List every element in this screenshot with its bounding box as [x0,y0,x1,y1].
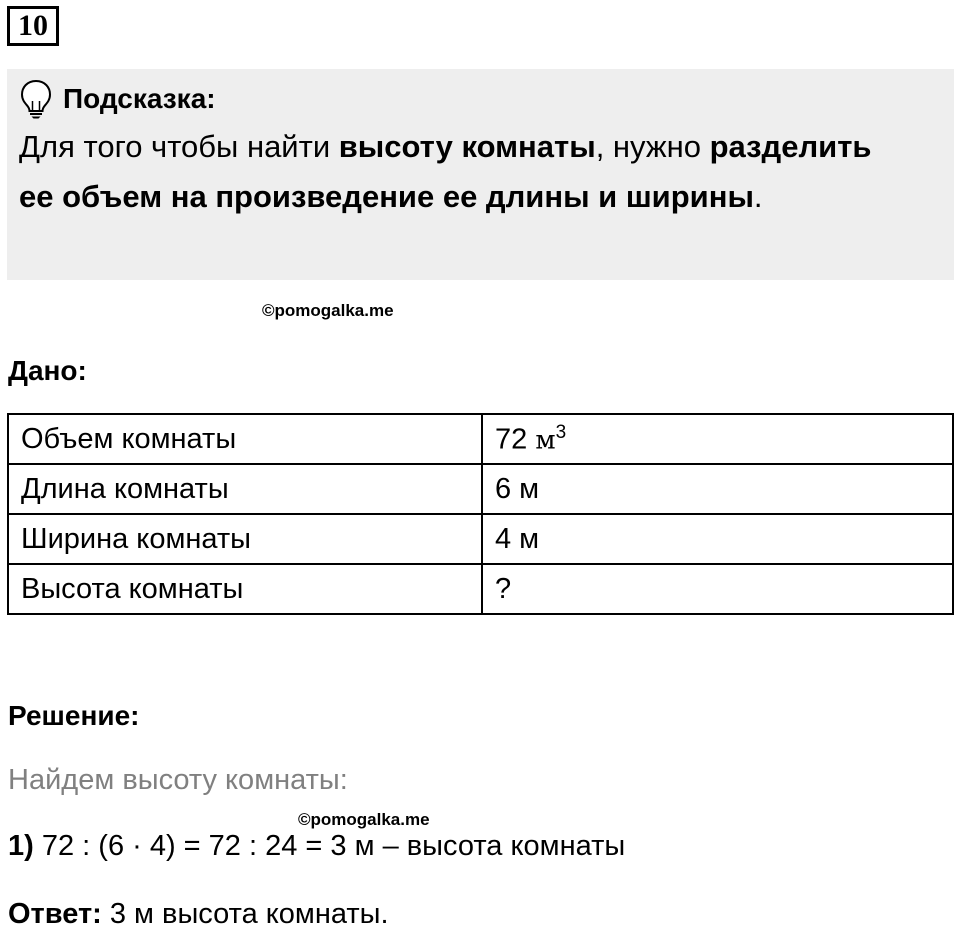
row-label: Объем комнаты [8,414,482,464]
step-number: 1) [8,830,34,862]
value-unit: м [535,425,556,456]
hint-text-bold: разделить [709,129,872,164]
hint-text-part: , нужно [595,129,710,164]
value-exponent: 3 [555,421,567,443]
hint-text-part: Для того чтобы найти [19,129,339,164]
row-label: Длина комнаты [8,464,482,514]
row-value: 4 м [482,514,953,564]
hint-text [19,122,944,222]
watermark: ©pomogalka.me [262,301,394,320]
answer-label: Ответ: [8,898,102,930]
answer-text: 3 м высота комнаты. [101,898,389,930]
hint-title: Подсказка: [63,83,216,114]
hint-text-bold: ее объем на произведение ее длины и ширины [19,179,754,214]
task-number: 10 [7,6,59,46]
row-value: 6 м [482,464,953,514]
hint-text-part: . [753,179,763,214]
solution-step [8,830,625,863]
solution-intro: Найдем высоту комнаты: [8,764,348,796]
given-table [7,413,954,615]
row-label: Ширина комнаты [8,514,482,564]
hint-header [19,77,944,121]
table-row [8,414,953,464]
row-value [482,414,953,464]
watermark: ©pomogalka.me [298,810,430,829]
table-row [8,514,953,564]
lightbulb-icon [19,79,53,119]
step-text: 72 : (6 · 4) = 72 : 24 = 3 м – высота комнаты [33,830,626,862]
hint-box [7,69,954,280]
row-label: Высота комнаты [8,564,482,614]
answer [8,898,389,931]
value-number: 72 [495,423,536,456]
table-row [8,564,953,614]
given-heading: Дано: [8,355,87,386]
table-row [8,464,953,514]
solution-heading: Решение: [8,700,140,731]
hint-text-bold: высоту комнаты [338,129,596,164]
row-value: ? [482,564,953,614]
